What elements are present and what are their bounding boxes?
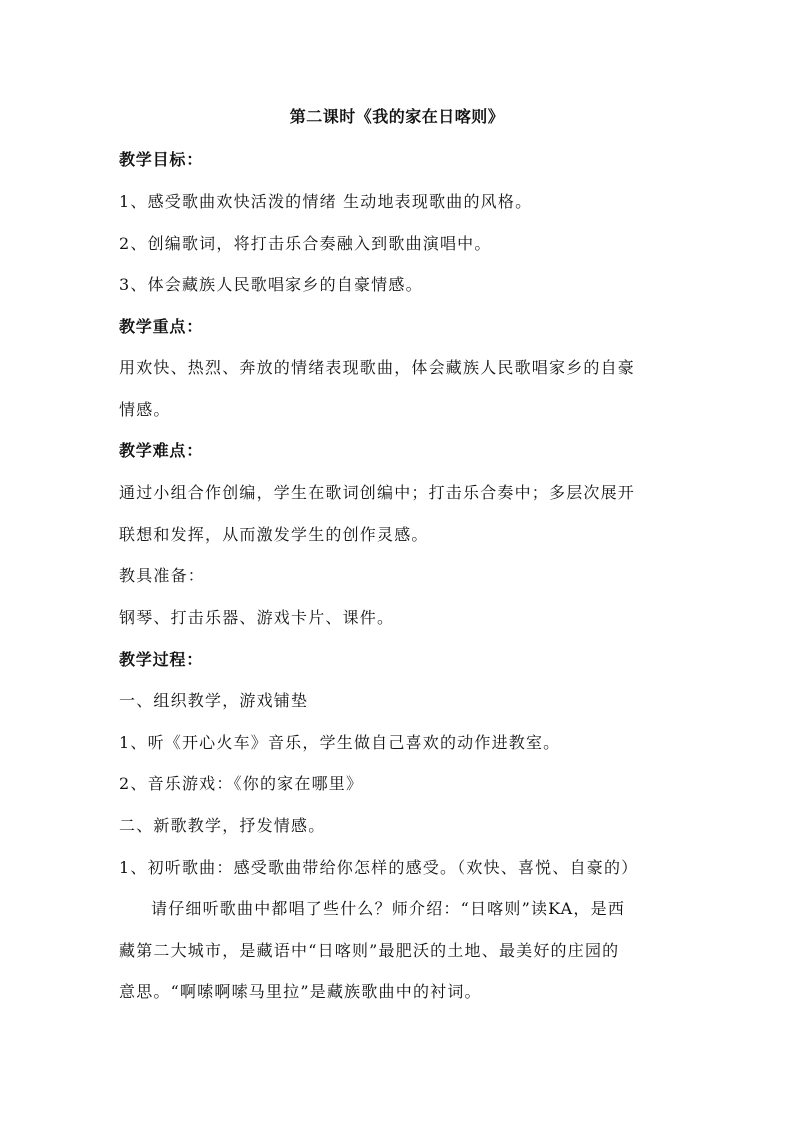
- paragraph-line-1: 请仔细听歌曲中都唱了些什么？师介绍：“日喀则”读KA，是西: [151, 899, 626, 918]
- key-point-line-1: 用欢快、热烈、奔放的情绪表现歌曲，体会藏族人民歌唱家乡的自豪: [119, 358, 636, 377]
- goal-item-1: 1、感受歌曲欢快活泼的情绪 生动地表现歌曲的风格。: [119, 192, 533, 211]
- process-step-1-1: 1、听《开心火车》音乐，学生做自己喜欢的动作进教室。: [119, 733, 561, 752]
- section-heading-teaching-goals: 教学目标：: [119, 150, 204, 169]
- process-step-1-2: 2、音乐游戏：《你的家在哪里》: [119, 774, 364, 793]
- paragraph-line-2: 藏第二大城市，是藏语中“日喀则”最肥沃的土地、最美好的庄园的: [119, 941, 620, 960]
- section-heading-process: 教学过程：: [119, 650, 204, 669]
- difficulty-line-1: 通过小组合作创编，学生在歌词创编中；打击乐合奏中；多层次展开: [119, 483, 636, 502]
- section-heading-materials: 教具准备：: [119, 566, 206, 585]
- goal-item-2: 2、创编歌词，将打击乐合奏融入到歌曲演唱中。: [119, 234, 492, 253]
- section-heading-key-points: 教学重点：: [119, 317, 204, 336]
- section-heading-difficulties: 教学难点：: [119, 441, 204, 460]
- materials-line: 钢琴、打击乐器、游戏卡片、课件。: [119, 608, 395, 627]
- page-title: 第二课时《我的家在日喀则》: [289, 107, 505, 126]
- process-step-2-1: 1、初听歌曲：感受歌曲带给你怎样的感受。（欢快、喜悦、自豪的）: [119, 858, 639, 877]
- difficulty-line-2: 联想和发挥，从而激发学生的创作灵感。: [119, 525, 429, 544]
- key-point-line-2: 情感。: [119, 400, 171, 419]
- goal-item-3: 3、体会藏族人民歌唱家乡的自豪情感。: [119, 275, 423, 294]
- process-step-2: 二、新歌教学，抒发情感。: [119, 816, 326, 835]
- paragraph-line-3: 意思。“啊嗦啊嗦马里拉”是藏族歌曲中的衬词。: [119, 982, 482, 1001]
- process-step-1: 一、组织教学，游戏铺垫: [119, 691, 309, 710]
